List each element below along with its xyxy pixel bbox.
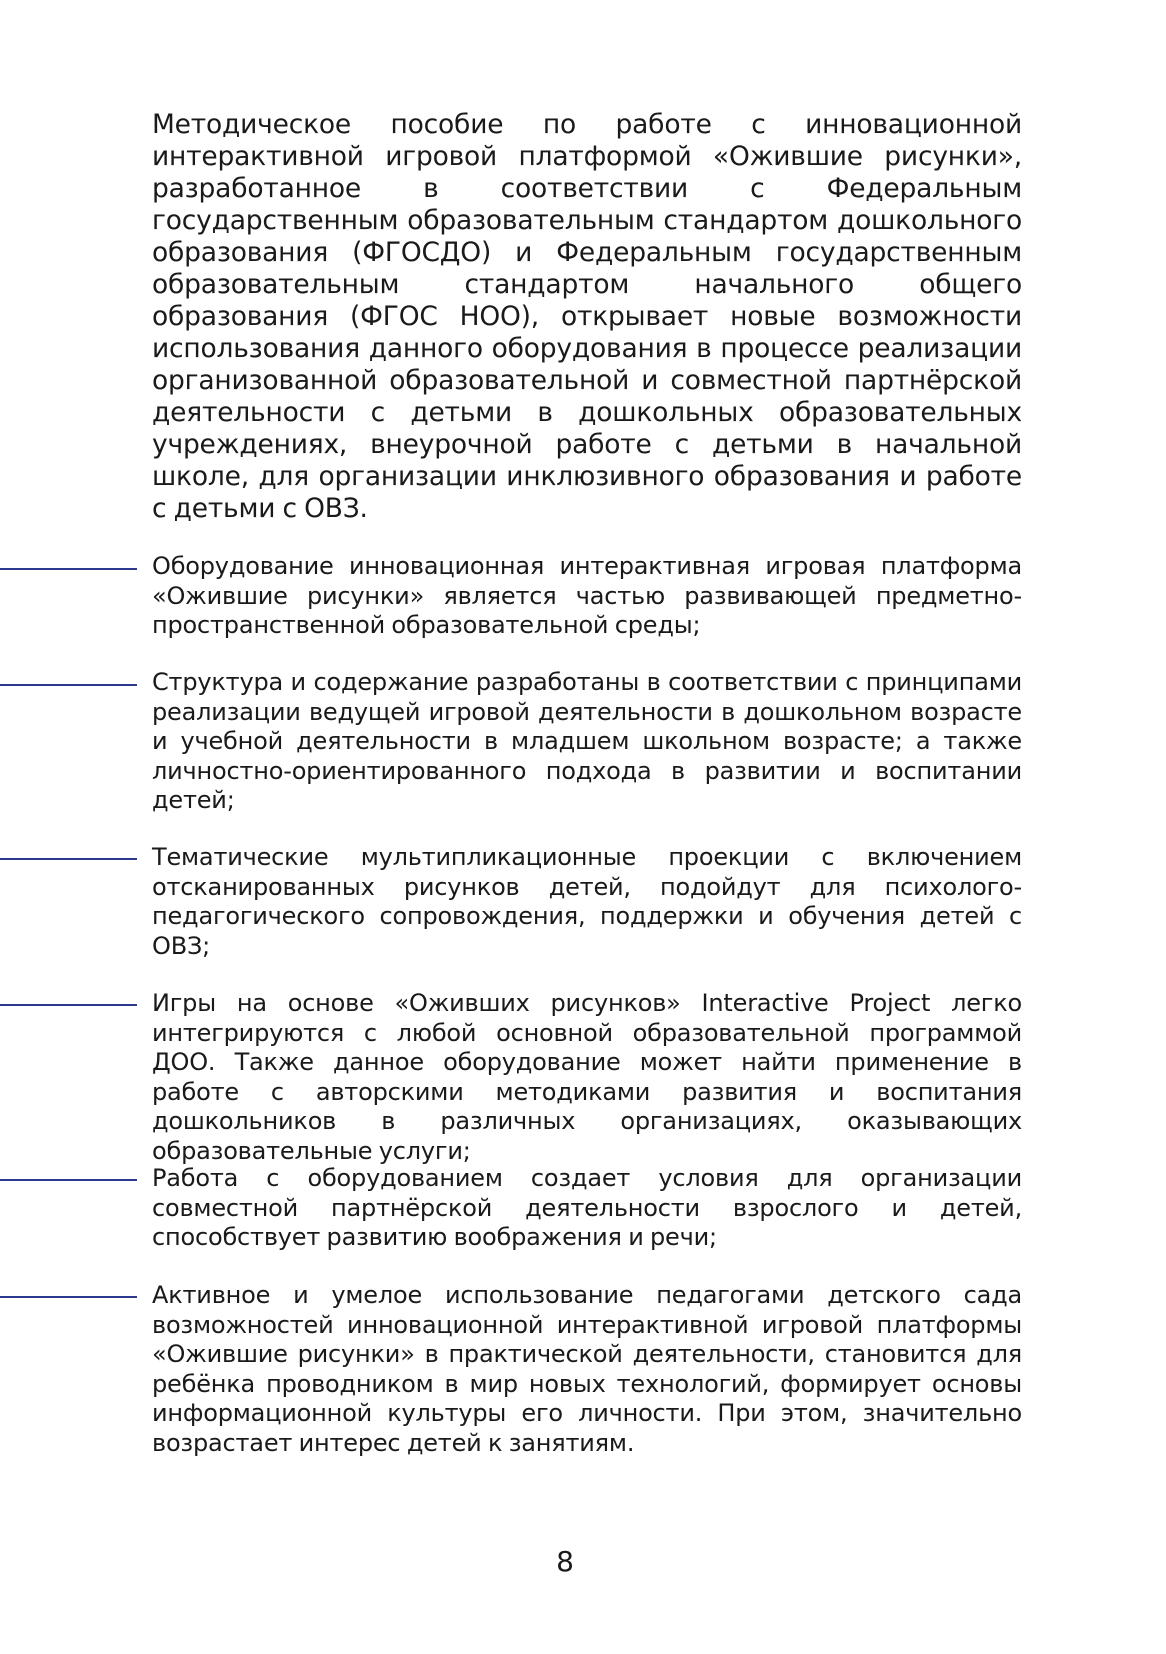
bullet-rule [0, 568, 137, 570]
bullet-rule [0, 1179, 137, 1181]
bullet-rule [0, 1296, 137, 1298]
bullet-rule [0, 684, 137, 686]
bullet-rule [0, 858, 137, 860]
list-item: Игры на основе «Оживших рисунков» Interactive Project легко интегрируются с любой основной образовательной программой ДОО. Также данное оборудование может найти применение в работе с авторскими методиками развития и воспитания дошкольников в различных организациях, оказывающих образовательные услуги; [152, 989, 1022, 1165]
list-item: Оборудование инновационная интерактивная игровая платформа «Ожившие рисунки» является частью развивающей предметно-пространственной образовательной среды; [152, 552, 1022, 639]
list-item: Тематические мультипликационные проекции с включением отсканированных рисунков детей, подойдут для психолого-педагогического сопровождения, поддержки и обучения детей с ОВЗ; [152, 843, 1022, 960]
intro-paragraph: Методическое пособие по работе с инновационной интерактивной игровой платформой «Ожившие рисунки», разработанное в соответствии с Федеральным государственным образовательным стандартом дошкольного образования (ФГОСДО) и Федеральным государственным образовательным стандартом начального общего образования (ФГОС НОО), открывает новые возможности использования данного оборудования в процессе реализации организованной образовательной и совместной партнёрской деятельности с детьми в дошкольных образовательных учреждениях, внеурочной работе с детьми в начальной школе, для организации инклюзивного образования и работе с детьми с ОВЗ. [152, 109, 1022, 524]
list-item: Активное и умелое использование педагогами детского сада возможностей инновационной интерактивной игровой платформы «Ожившие рисунки» в практической деятельности, становится для ребёнка проводником в мир новых технологий, формирует основы информационной культуры его личности. При этом, значительно возрастает интерес детей к занятиям. [152, 1281, 1022, 1457]
list-item: Работа с оборудованием создает условия для организации совместной партнёрской деятельности взрослого и детей, способствует развитию воображения и речи; [152, 1164, 1022, 1251]
page-number: 8 [556, 1545, 574, 1578]
bullet-rule [0, 1004, 137, 1006]
list-item: Структура и содержание разработаны в соответствии с принципами реализации ведущей игровой деятельности в дошкольном возрасте и учебной деятельности в младшем школьном возрасте; а также личностно-ориентированного подхода в развитии и воспитании детей; [152, 668, 1022, 814]
